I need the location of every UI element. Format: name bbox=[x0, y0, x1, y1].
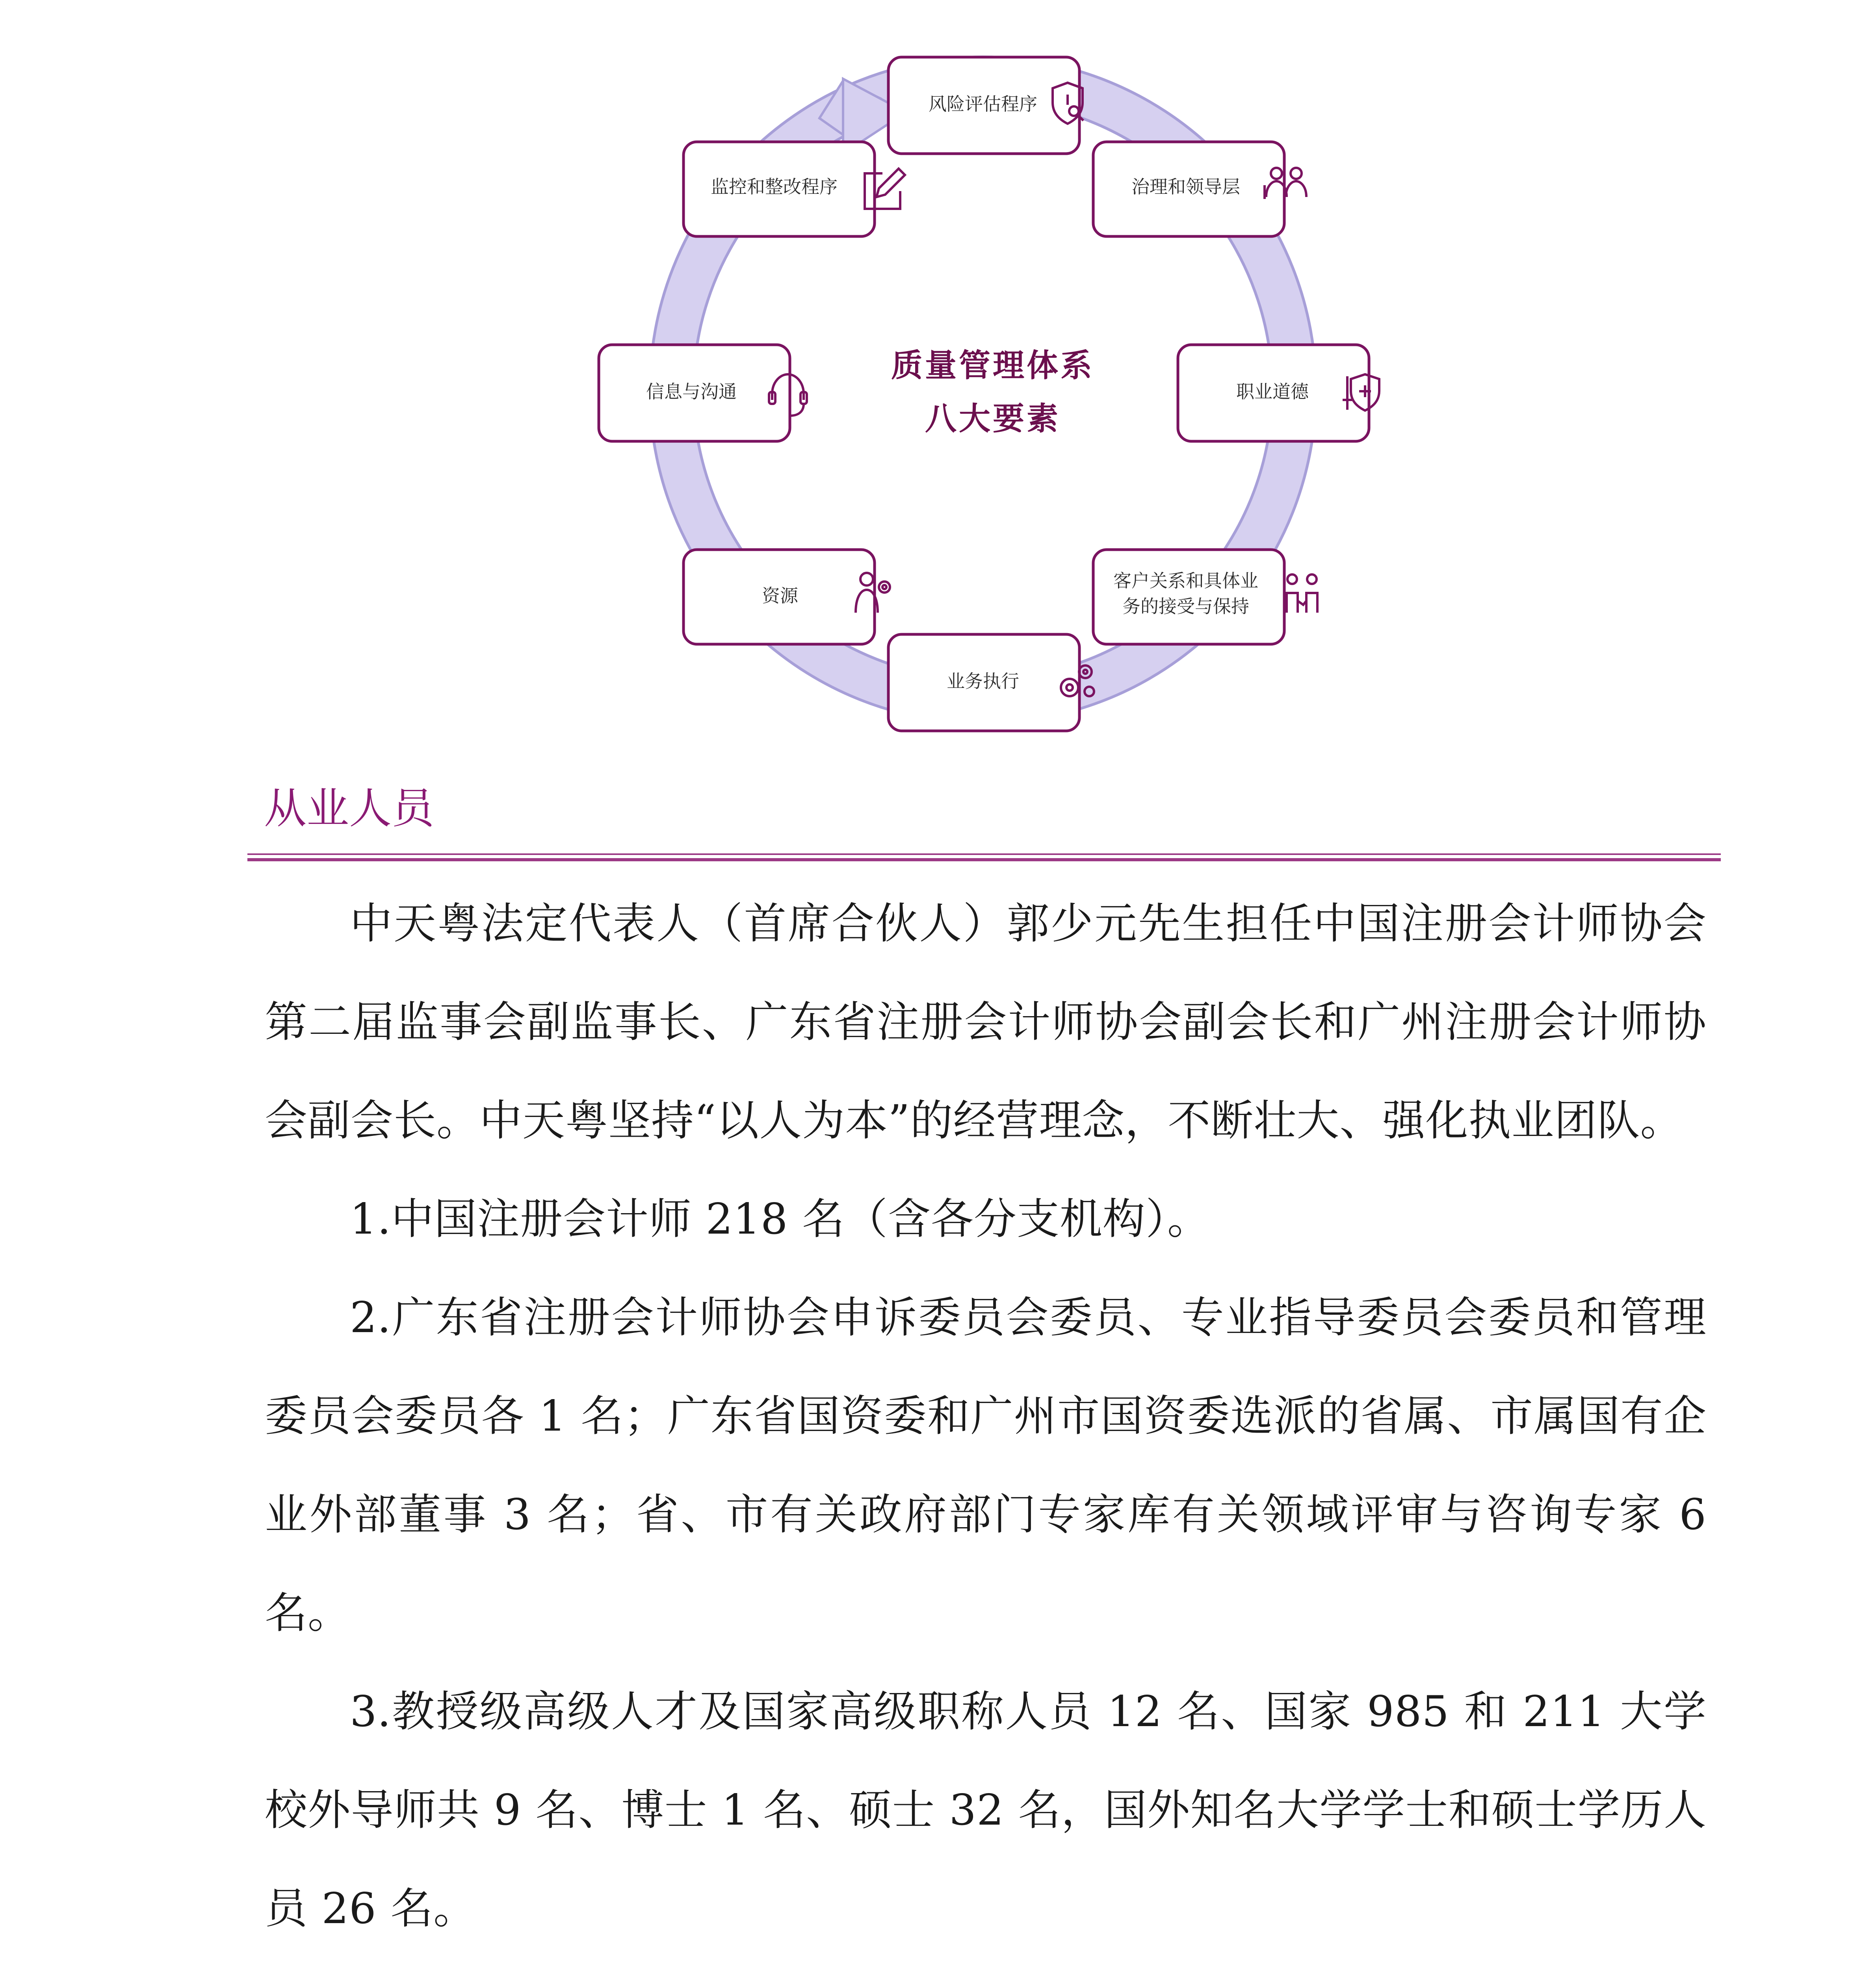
element-label: 监控和整改程序 bbox=[711, 176, 838, 197]
element-risk-assessment bbox=[888, 57, 1083, 154]
quality-management-diagram bbox=[0, 0, 1876, 749]
paragraph-item-1: 1.中国注册会计师 218 名（含各分支机构）。 bbox=[350, 1195, 1210, 1244]
diagram-center-title-line1: 质量管理体系 bbox=[891, 347, 1094, 384]
element-label: 治理和领导层 bbox=[1131, 176, 1240, 197]
heading-divider bbox=[247, 853, 1721, 862]
element-resources bbox=[684, 550, 890, 644]
handshake-people-icon bbox=[1287, 574, 1317, 613]
element-label-line2: 务的接受与保持 bbox=[1122, 596, 1249, 617]
element-engagement-performance bbox=[888, 634, 1094, 731]
element-label: 资源 bbox=[762, 585, 798, 606]
element-governance-leadership bbox=[1093, 142, 1306, 236]
element-monitoring-remediation bbox=[684, 142, 905, 236]
paragraph-item-3: 3.教授级高级人才及国家高级职称人员 12 名、国家 985 和 211 大学校外导师共 9 名、博士 1 名、硕士 32 名，国外知名大学学士和硕士学历人员 26 名。 bbox=[265, 1687, 1707, 1933]
element-label: 风险评估程序 bbox=[929, 93, 1037, 115]
section-body bbox=[265, 875, 1707, 1970]
element-label: 信息与沟通 bbox=[646, 381, 737, 402]
diagram-center-title-line2: 八大要素 bbox=[925, 400, 1061, 437]
section-heading: 从业人员 bbox=[264, 784, 435, 833]
element-information-communication bbox=[599, 345, 807, 441]
element-professional-ethics bbox=[1178, 345, 1379, 441]
element-label: 职业道德 bbox=[1236, 381, 1309, 402]
element-label: 业务执行 bbox=[947, 671, 1019, 692]
paragraph-item-2: 2.广东省注册会计师协会申诉委员会委员、专业指导委员会委员和管理委员会委员各 1 名；广东省国资委和广州市国资委选派的省属、市属国有企业外部董事 3 名；省、市有关政府部门专家库有关领域评审与咨询专家 6 名。 bbox=[265, 1293, 1707, 1638]
element-label-line1: 客户关系和具体业 bbox=[1113, 570, 1258, 591]
element-client-acceptance bbox=[1093, 550, 1317, 644]
paragraph-item-4 bbox=[265, 1958, 1707, 1970]
paragraph-intro: 中天粤法定代表人（首席合伙人）郭少元先生担任中国注册会计师协会第二届监事会副监事长、广东省注册会计师协会副会长和广州注册会计师协会副会长。中天粤坚持“以人为本”的经营理念，不断壮大、强化执业团队。 bbox=[265, 899, 1707, 1145]
